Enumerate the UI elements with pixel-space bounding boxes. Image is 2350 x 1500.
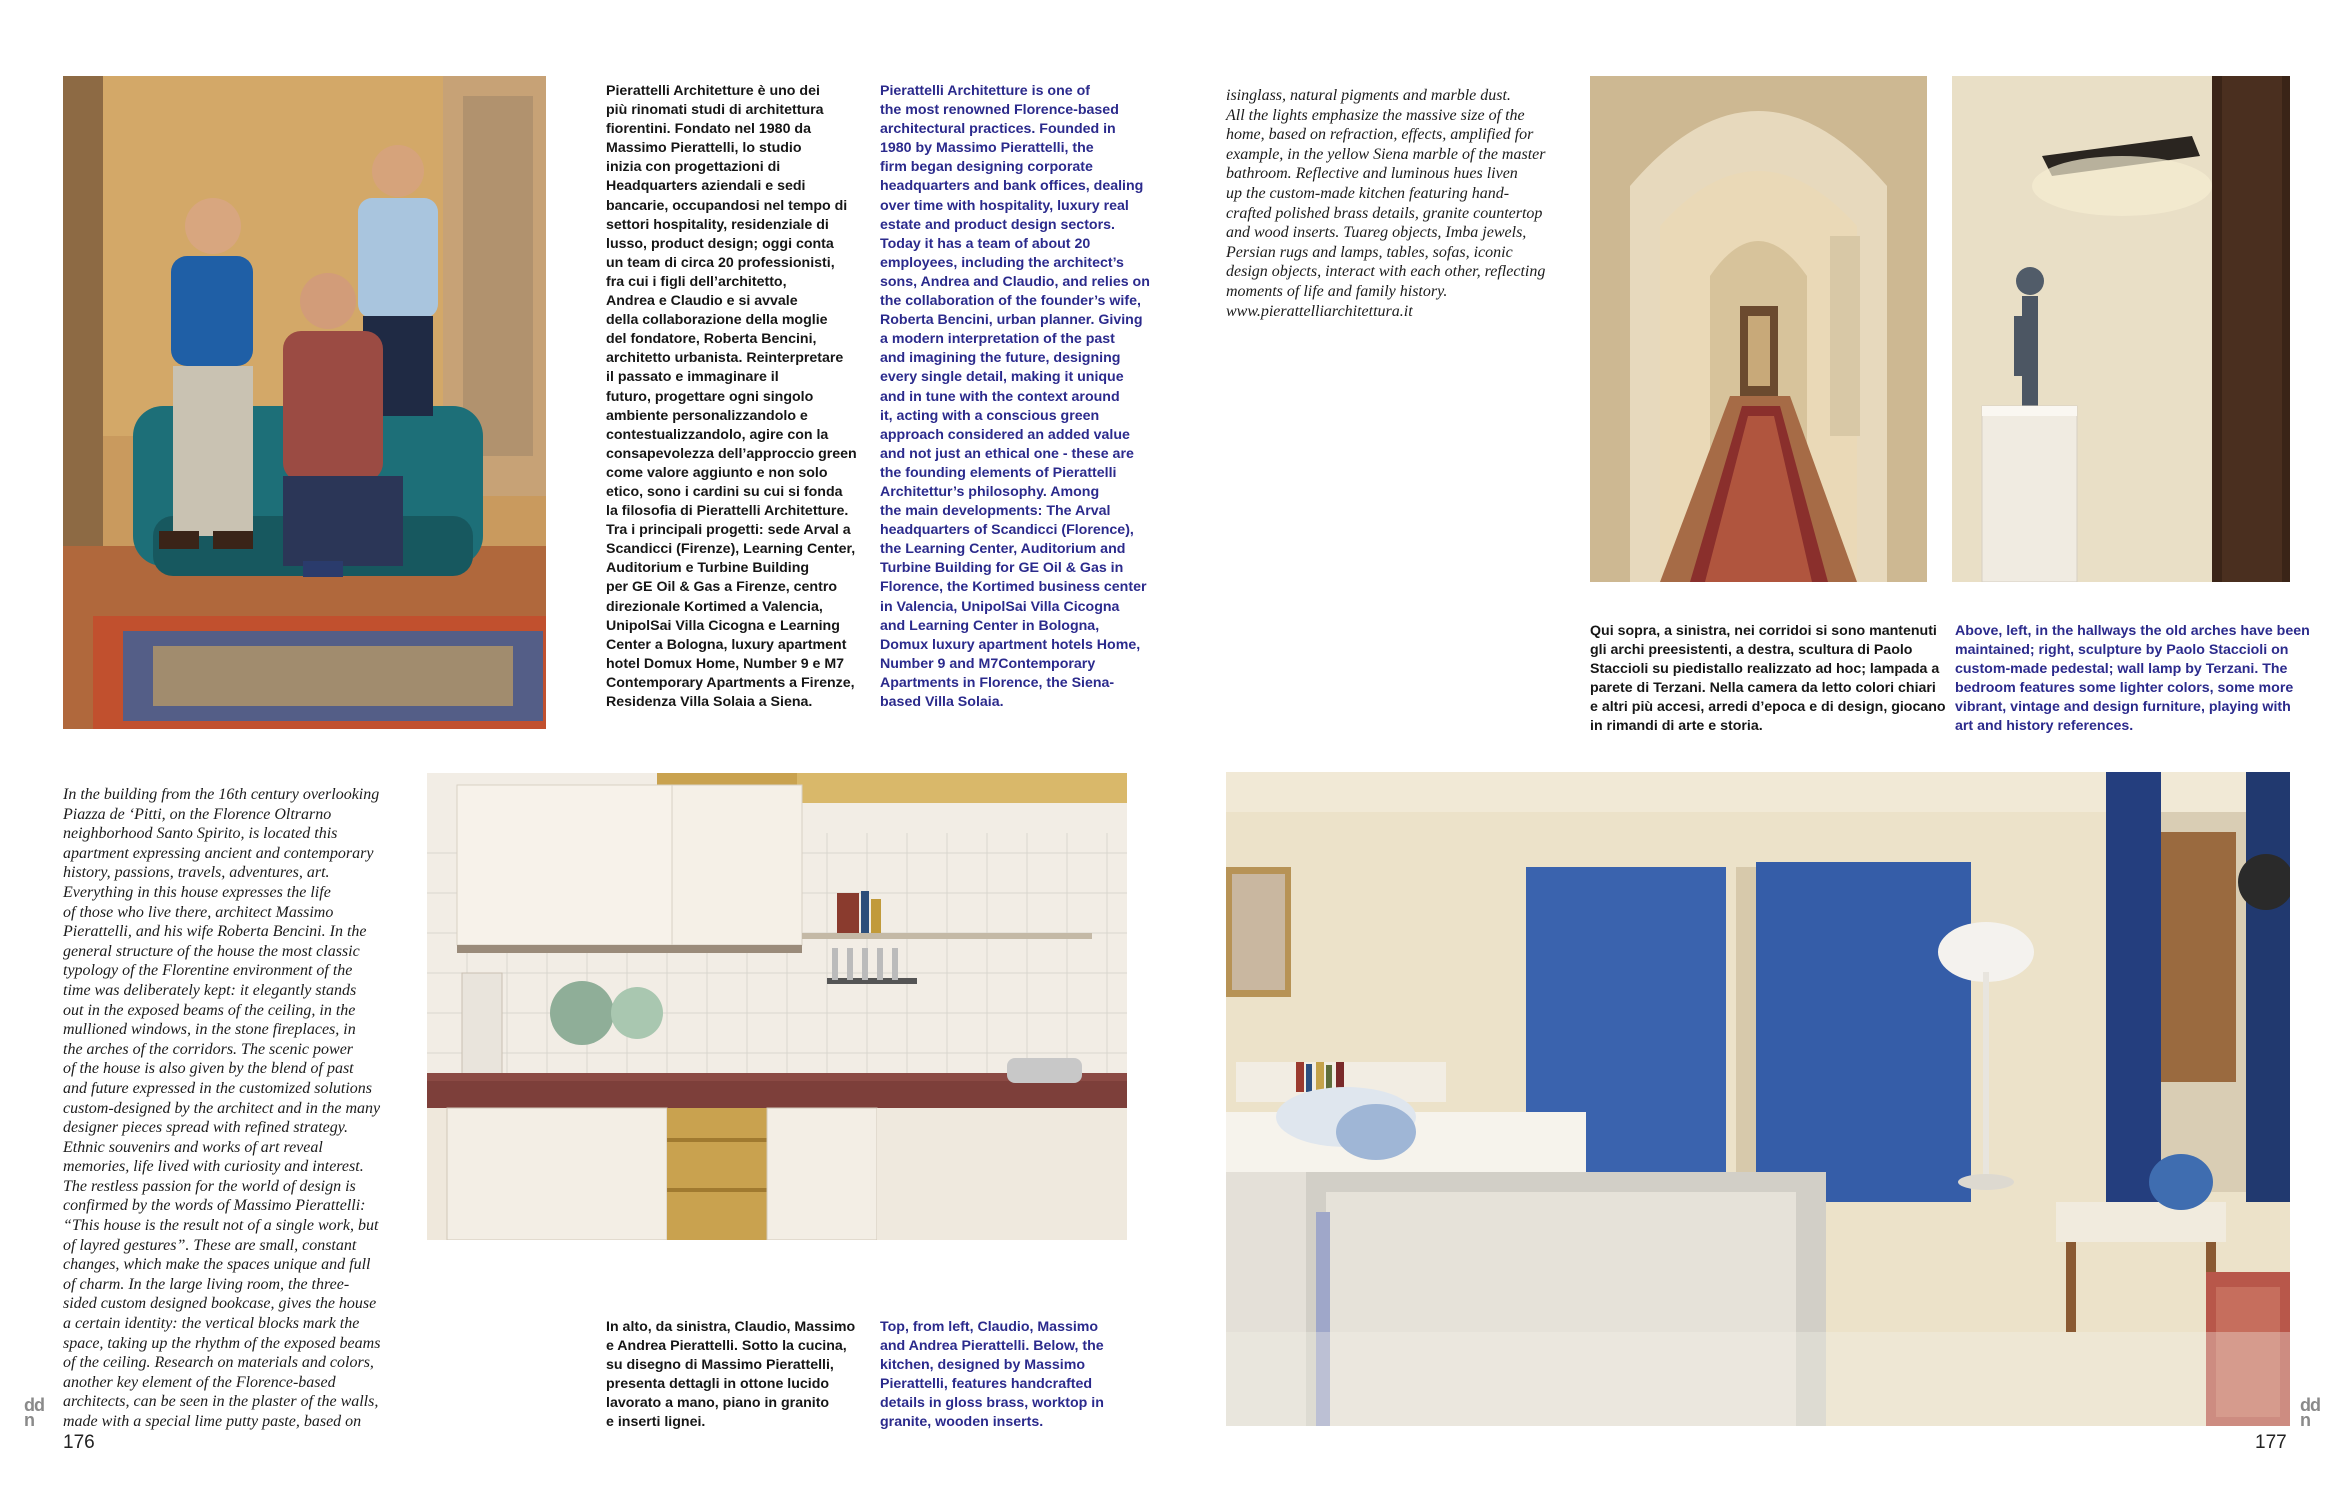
text-line: Massimo Pierattelli, lo studio <box>606 140 802 157</box>
text-line: a certain identity: the vertical blocks mark the <box>63 1315 360 1333</box>
text-line: approach considered an added value <box>880 426 1130 443</box>
text-line: Roberta Bencini, urban planner. Giving <box>880 312 1143 329</box>
text-line: lavorato a mano, piano in granito <box>606 1395 830 1412</box>
text-line: Number 9 and M7Contemporary <box>880 655 1096 672</box>
page-number-right: 177 <box>2255 1432 2287 1453</box>
text-line: home, based on refraction, effects, amplified for <box>1226 126 1534 144</box>
bedroom-illustration <box>1226 772 2290 1426</box>
logo-top: dd <box>2300 1395 2320 1415</box>
text-line: su disegno di Massimo Pierattelli, <box>606 1357 834 1374</box>
text-line: time was deliberately kept: it elegantly stands <box>63 981 357 999</box>
text-line: custom-designed by the architect and in the many <box>63 1099 381 1117</box>
text-line: in rimandi di arte e storia. <box>1590 718 1763 735</box>
logo-bottom: n <box>2300 1410 2310 1430</box>
sculpture-illustration <box>1952 76 2290 582</box>
text-line: più rinomati studi di architettura <box>606 102 824 119</box>
text-line: design objects, interact with each other, reflecting <box>1226 263 1546 281</box>
text-line: architects, can be seen in the plaster of the walls, <box>63 1393 379 1411</box>
text-line: of layred gestures”. These are small, constant <box>63 1236 357 1254</box>
text-line: Domux luxury apartment hotels Home, <box>880 636 1141 653</box>
text-line: headquarters of Scandicci (Florence), <box>880 522 1134 539</box>
text-line: mullioned windows, in the stone fireplaces, in <box>63 1021 356 1039</box>
text-line: Residenza Villa Solaia a Siena. <box>606 694 813 710</box>
text-line: Andrea e Claudio e si avvale <box>606 293 798 310</box>
text-line: and Learning Center in Bologna, <box>880 617 1100 634</box>
text-line: apartment expressing ancient and contemporary <box>63 844 374 862</box>
text-line: out in the exposed beams of the ceiling, in the <box>63 1001 356 1019</box>
text-line: architetto urbanista. Reinterpretare <box>606 350 844 367</box>
text-line: Today it has a team of about 20 <box>880 235 1091 252</box>
text-line: parete di Terzani. Nella camera da letto colori chiari <box>1590 680 1936 697</box>
text-line: lusso, product design; oggi conta <box>606 235 834 252</box>
text-line: details in gloss brass, worktop in <box>880 1395 1104 1412</box>
text-line: Ethnic souvenirs and works of art reveal <box>63 1138 323 1156</box>
text-line: kitchen, designed by Massimo <box>880 1357 1085 1374</box>
text-line: Above, left, in the hallways the old arches have been <box>1955 623 2310 639</box>
text-line: The restless passion for the world of design is <box>63 1177 356 1195</box>
text-line: “This house is the result not of a single work, but <box>63 1217 379 1235</box>
text-line: un team di circa 20 professionisti, <box>606 254 835 271</box>
text-line: maintained; right, sculpture by Paolo Staccioli on <box>1955 642 2289 659</box>
text-line: Persian rugs and lamps, tables, sofas, iconic <box>1226 243 1513 261</box>
text-line: up the custom-made kitchen featuring hand- <box>1226 184 1510 202</box>
text-line: the collaboration of the founder’s wife, <box>880 293 1141 310</box>
logo-top: dd <box>24 1395 44 1415</box>
text-line: Tra i principali progetti: sede Arval a <box>606 522 851 539</box>
text-line: based Villa Solaia. <box>880 694 1004 710</box>
text-line: Pierattelli Architetture è uno dei <box>606 83 820 99</box>
text-line: general structure of the house the most classic <box>63 942 360 960</box>
text-line: the main developments: The Arval <box>880 503 1111 520</box>
text-line: designer pieces spread with refined strategy. <box>63 1119 348 1137</box>
text-line: Architettur’s philosophy. Among <box>880 483 1100 500</box>
text-line: and in tune with the context around <box>880 388 1120 405</box>
text-line: bathroom. Reflective and luminous hues liven <box>1226 165 1518 183</box>
text-line: of charm. In the large living room, the three- <box>63 1275 350 1293</box>
kitchen-photo <box>427 773 1127 1240</box>
text-line: and future expressed in the customized solutions <box>63 1079 372 1097</box>
website-url: www.pierattelliarchitettura.it <box>1226 302 1413 320</box>
text-line: direzionale Kortimed a Valencia, <box>606 598 823 615</box>
text-line: the most renowned Florence-based <box>880 102 1119 119</box>
text-line: della collaborazione della moglie <box>606 312 828 329</box>
text-line: custom-made pedestal; wall lamp by Terzani. The <box>1955 661 2288 678</box>
portrait-photo <box>63 76 546 729</box>
text-line: of the house is also given by the blend of past <box>63 1060 354 1078</box>
text-line: Piazza de ‘Pitti, on the Florence Oltrarno <box>63 805 332 823</box>
text-line: UnipolSai Villa Cicogna e Learning <box>606 617 840 634</box>
text-line: confirmed by the words of Massimo Pierattelli: <box>63 1197 366 1215</box>
text-line: In the building from the 16th century overlooking <box>63 786 380 803</box>
text-line: Qui sopra, a sinistra, nei corridoi si sono mantenuti <box>1590 623 1937 639</box>
caption-bedroom-english <box>1955 622 2310 737</box>
text-line: del fondatore, Roberta Bencini, <box>606 331 817 348</box>
text-line: futuro, progettare ogni singolo <box>606 388 814 405</box>
text-line: e Andrea Pierattelli. Sotto la cucina, <box>606 1338 847 1355</box>
text-line: e inserti lignei. <box>606 1414 706 1431</box>
text-line: sons, Andrea and Claudio, and relies on <box>880 273 1150 290</box>
text-line: architectural practices. Founded in <box>880 121 1116 138</box>
text-line: history, passions, travels, adventures, art. <box>63 864 330 882</box>
text-line: crafted polished brass details, granite countertop <box>1226 204 1543 222</box>
text-line: fiorentini. Fondato nel 1980 da <box>606 121 811 138</box>
italian-intro <box>606 82 856 712</box>
text-line: ambiente personalizzandolo e <box>606 407 808 424</box>
text-line: presenta dettagli in ottone lucido <box>606 1376 830 1393</box>
text-line: Pierattelli, and his wife Roberta Bencini. In the <box>63 923 367 941</box>
text-line: neighborhood Santo Spirito, is located this <box>63 825 338 843</box>
text-line: Pierattelli, features handcrafted <box>880 1376 1093 1393</box>
hallway-illustration <box>1590 76 1927 582</box>
text-line: Staccioli su piedistallo realizzato ad hoc; lampada a <box>1590 661 1940 678</box>
text-line: space, taking up the rhythm of the exposed beams <box>63 1334 381 1352</box>
text-line: of those who live there, architect Massimo <box>63 903 334 921</box>
text-line: fra cui i figli dell’architetto, <box>606 273 787 290</box>
text-line: il passato e immaginare il <box>606 369 779 386</box>
text-line: and imagining the future, designing <box>880 350 1121 367</box>
text-line: a modern interpretation of the past <box>880 331 1115 348</box>
magazine-logo-left <box>24 1395 44 1430</box>
article-body-left <box>63 785 408 1432</box>
text-line: it, acting with a conscious green <box>880 407 1100 424</box>
bedroom-photo <box>1226 772 2290 1426</box>
text-line: come valore aggiunto e non solo <box>606 464 828 481</box>
text-line: moments of life and family history. <box>1226 282 1448 300</box>
text-line: over time with hospitality, luxury real <box>880 197 1129 214</box>
text-line: estate and product design sectors. <box>880 216 1115 233</box>
portrait-illustration <box>63 76 546 729</box>
text-line: and wood inserts. Tuareg objects, Imba jewels, <box>1226 224 1527 242</box>
text-line: In alto, da sinistra, Claudio, Massimo <box>606 1319 856 1335</box>
text-line: hotel Domux Home, Number 9 e M7 <box>606 655 845 672</box>
text-line: and Andrea Pierattelli. Below, the <box>880 1338 1104 1355</box>
english-intro <box>880 82 1150 712</box>
text-line: of the ceiling. Research on materials and colors, <box>63 1354 374 1372</box>
logo-bottom: n <box>24 1410 34 1430</box>
page-number-left: 176 <box>63 1432 95 1453</box>
text-line: 1980 by Massimo Pierattelli, the <box>880 140 1094 157</box>
magazine-logo-right <box>2300 1395 2320 1430</box>
caption-kitchen-english <box>880 1318 1120 1433</box>
text-line: Auditorium e Turbine Building <box>606 560 810 577</box>
text-line: e altri più accesi, arredi d’epoca e di design, giocano <box>1590 699 1946 716</box>
text-line: Pierattelli Architetture is one of <box>880 83 1090 99</box>
text-line: employees, including the architect’s <box>880 254 1124 271</box>
text-line: memories, life lived with curiosity and interest. <box>63 1158 364 1176</box>
text-line: example, in the yellow Siena marble of the master <box>1226 145 1546 163</box>
text-line: in Valencia, UnipolSai Villa Cicogna <box>880 598 1120 615</box>
text-line: Contemporary Apartments a Firenze, <box>606 674 855 691</box>
text-line: the arches of the corridors. The scenic power <box>63 1040 354 1058</box>
text-line: Florence, the Kortimed business center <box>880 579 1147 596</box>
text-line: All the lights emphasize the massive size of the <box>1226 106 1525 124</box>
text-line: Top, from left, Claudio, Massimo <box>880 1319 1099 1335</box>
text-line: headquarters and bank offices, dealing <box>880 178 1144 195</box>
text-line: typology of the Florentine environment of the <box>63 962 353 980</box>
text-line: bancarie, occupandosi nel tempo di <box>606 197 848 214</box>
text-line: Turbine Building for GE Oil & Gas in <box>880 560 1124 577</box>
text-line: made with a special lime putty paste, based on <box>63 1413 362 1430</box>
article-body-right <box>1226 86 1566 321</box>
caption-bedroom-italian <box>1590 622 1946 737</box>
text-line: the founding elements of Pierattelli <box>880 464 1117 481</box>
text-line: Center a Bologna, luxury apartment <box>606 636 847 653</box>
text-line: art and history references. <box>1955 718 2134 735</box>
text-line: vibrant, vintage and design furniture, playing with <box>1955 699 2291 716</box>
text-line: contestualizzandolo, agire con la <box>606 426 829 443</box>
text-line: Headquarters aziendali e sedi <box>606 178 806 195</box>
text-line: sided custom designed bookcase, gives the house <box>63 1295 377 1313</box>
text-line: bedroom features some lighter colors, some more <box>1955 680 2294 697</box>
sculpture-photo <box>1952 76 2290 582</box>
hallway-photo <box>1590 76 1927 582</box>
text-line: settori hospitality, residenziale di <box>606 216 829 233</box>
text-line: inizia con progettazioni di <box>606 159 781 176</box>
text-line: granite, wooden inserts. <box>880 1414 1044 1431</box>
text-line: and not just an ethical one - these are <box>880 445 1134 462</box>
text-line: firm began designing corporate <box>880 159 1093 176</box>
text-line: Everything in this house expresses the life <box>63 883 331 901</box>
text-line: consapevolezza dell’approccio green <box>606 445 857 462</box>
kitchen-illustration <box>427 773 1127 1240</box>
text-line: per GE Oil & Gas a Firenze, centro <box>606 579 838 596</box>
text-line: every single detail, making it unique <box>880 369 1124 386</box>
caption-kitchen-italian <box>606 1318 856 1433</box>
text-line: Apartments in Florence, the Siena- <box>880 674 1115 691</box>
text-line: gli archi preesistenti, a destra, scultura di Paolo <box>1590 642 1913 659</box>
text-line: la filosofia di Pierattelli Architetture. <box>606 503 849 520</box>
text-line: the Learning Center, Auditorium and <box>880 541 1126 558</box>
text-line: Scandicci (Firenze), Learning Center, <box>606 541 856 558</box>
text-line: changes, which make the spaces unique and full <box>63 1256 371 1274</box>
text-line: another key element of the Florence-based <box>63 1373 336 1391</box>
text-line: etico, sono i cardini su cui si fonda <box>606 483 843 500</box>
text-line: isinglass, natural pigments and marble dust. <box>1226 87 1511 104</box>
